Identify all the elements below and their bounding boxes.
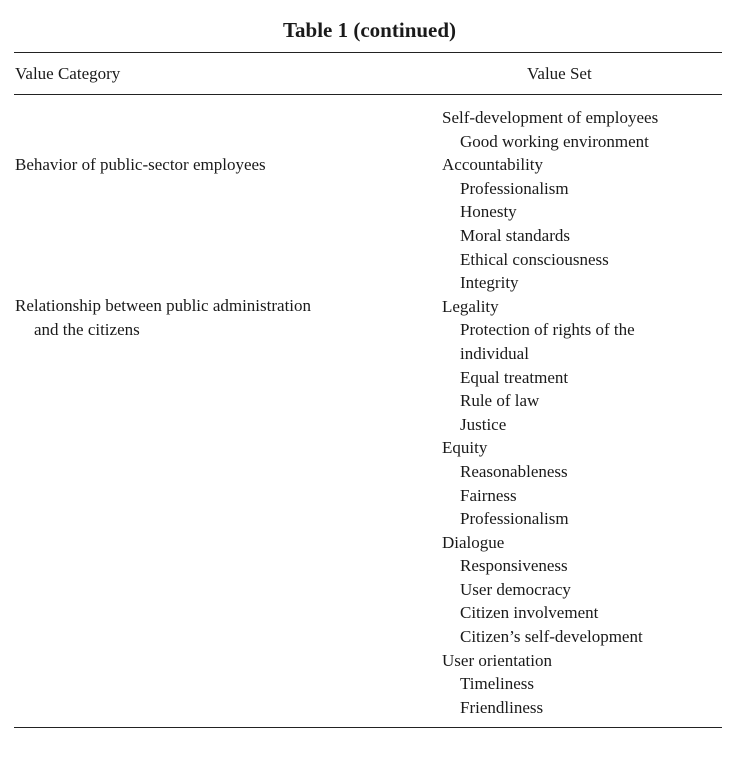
value-item: Equal treatment (460, 367, 569, 387)
header-rule (14, 94, 722, 95)
top-rule (14, 52, 722, 53)
category-line: Behavior of public-sector employees (15, 155, 266, 174)
value-set-list (442, 106, 732, 719)
value-item: Timeliness (460, 674, 535, 694)
value-group-head: Equity (442, 438, 488, 458)
value-item: individual (460, 343, 529, 363)
value-group-head: Accountability (442, 155, 544, 175)
category-line: Relationship between public administration (15, 296, 312, 315)
value-item: Fairness (460, 485, 517, 505)
value-item: Reasonableness (460, 461, 568, 481)
value-item: User democracy (460, 579, 571, 599)
value-item: Protection of rights of the (460, 320, 635, 340)
header-value-set: Value Set (527, 64, 592, 83)
value-item: Citizen’s self-development (460, 627, 643, 647)
value-item: Integrity (460, 273, 519, 293)
value-group-head: Self-development of employees (442, 108, 659, 127)
value-item: Professionalism (460, 178, 569, 198)
category-line-continued: and the citizens (34, 319, 140, 339)
value-item: Moral standards (460, 225, 571, 245)
value-item: Citizen involvement (460, 603, 599, 623)
value-item: Honesty (460, 202, 517, 222)
value-group-head: Dialogue (442, 532, 505, 552)
value-item: Good working environment (460, 131, 649, 151)
value-item: Rule of law (460, 391, 540, 411)
value-item: Friendliness (460, 697, 544, 717)
table-title: Table 1 (continued) (282, 18, 457, 42)
bottom-rule (14, 727, 722, 728)
value-group-head: User orientation (442, 650, 552, 670)
value-group-head: Legality (442, 296, 499, 316)
value-item: Justice (460, 414, 507, 434)
category-behavior (15, 153, 266, 177)
value-item: Ethical consciousness (460, 249, 609, 269)
value-item: Professionalism (460, 509, 569, 529)
value-item: Responsiveness (460, 556, 568, 576)
category-relationship (15, 294, 311, 341)
header-value-category: Value Category (15, 64, 121, 83)
